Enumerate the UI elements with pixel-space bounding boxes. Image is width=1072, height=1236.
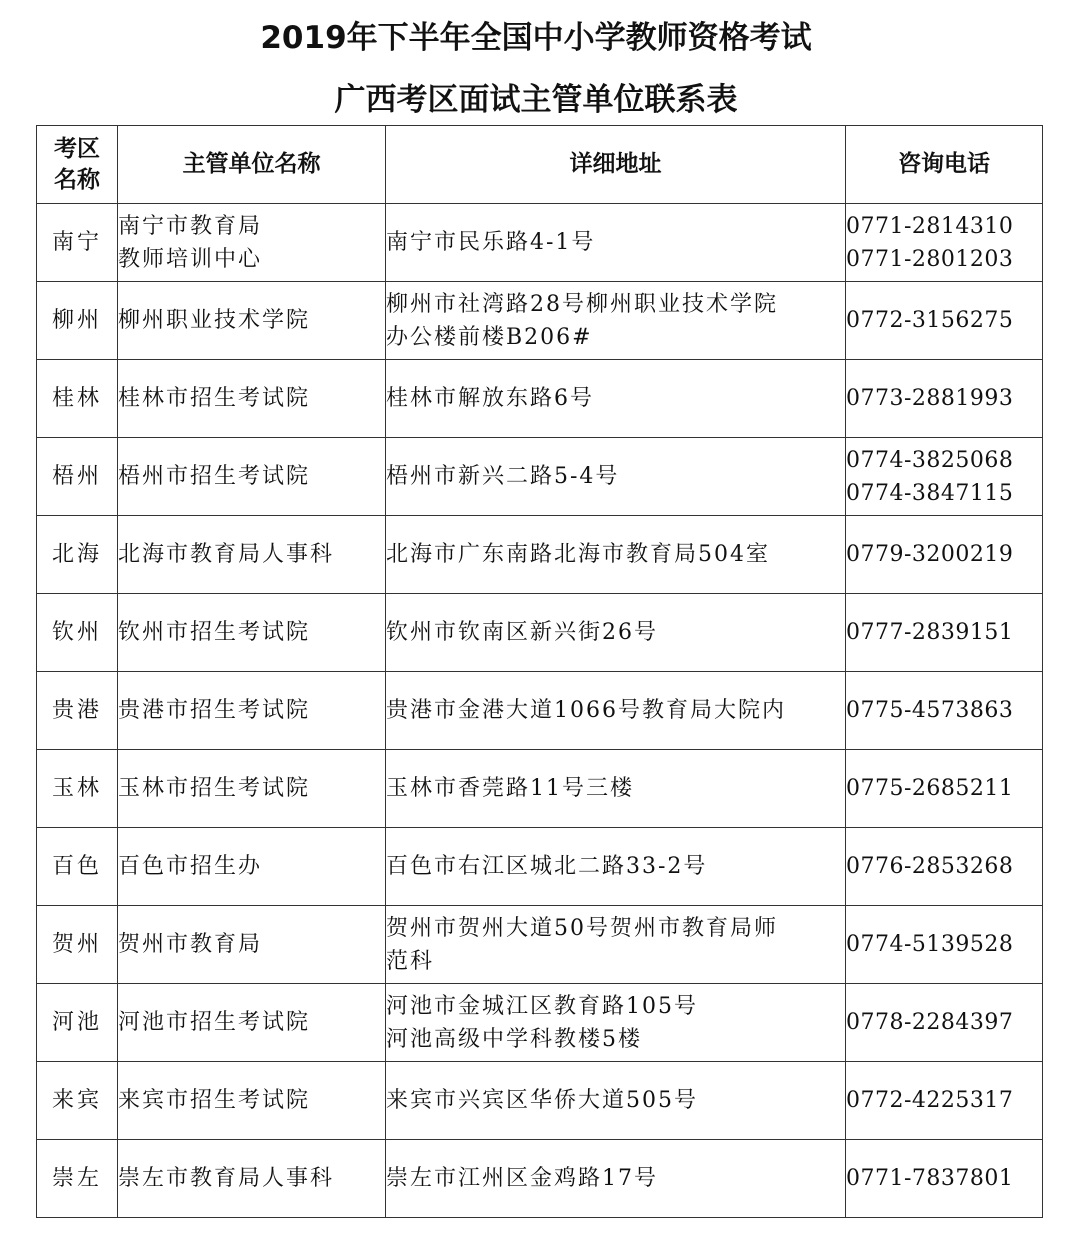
address-cell (386, 360, 846, 438)
unit-cell-line: 北海市教育局人事科 (118, 542, 335, 567)
phone-cell-line: 0778-2284397 (846, 1010, 1014, 1035)
address-cell (386, 594, 846, 672)
region-cell: 贺州 (37, 906, 118, 984)
unit-cell (118, 672, 386, 750)
unit-cell-line: 桂林市招生考试院 (118, 386, 311, 411)
region-cell: 贵港 (37, 672, 118, 750)
address-cell (386, 516, 846, 594)
unit-cell-line: 柳州职业技术学院 (118, 308, 311, 333)
address-cell-line: 来宾市兴宾区华侨大道505号 (386, 1088, 698, 1113)
phone-cell (846, 438, 1043, 516)
address-cell-line: 南宁市民乐路4-1号 (386, 230, 596, 255)
address-cell-line: 贺州市贺州大道50号贺州市教育局师 (386, 915, 778, 941)
table-row (37, 1140, 1043, 1218)
table-row (37, 204, 1043, 282)
unit-cell-line: 百色市招生办 (118, 854, 263, 879)
address-cell (386, 906, 846, 984)
header-region (37, 126, 118, 204)
header-region-line1: 考区 (54, 135, 100, 162)
address-cell-line: 百色市右江区城北二路33-2号 (386, 854, 708, 879)
phone-cell (846, 516, 1043, 594)
table-row (37, 594, 1043, 672)
table-body (37, 204, 1043, 1218)
header-phone: 咨询电话 (846, 126, 1043, 204)
region-cell: 河池 (37, 984, 118, 1062)
unit-cell (118, 828, 386, 906)
unit-cell (118, 516, 386, 594)
phone-cell-line: 0779-3200219 (846, 542, 1014, 567)
phone-cell-line: 0771-2814310 (846, 213, 1014, 239)
region-cell: 柳州 (37, 282, 118, 360)
address-cell-line: 河池高级中学科教楼5楼 (386, 1026, 642, 1052)
address-cell (386, 438, 846, 516)
document-subtitle: 广西考区面试主管单位联系表 (334, 82, 738, 118)
phone-cell-line: 0775-4573863 (846, 698, 1014, 723)
table-row (37, 984, 1043, 1062)
unit-cell-line: 钦州市招生考试院 (118, 620, 311, 645)
unit-cell (118, 984, 386, 1062)
phone-cell-line: 0774-5139528 (846, 932, 1014, 957)
unit-cell (118, 906, 386, 984)
address-cell-line: 范科 (386, 948, 435, 974)
address-cell (386, 672, 846, 750)
address-cell (386, 984, 846, 1062)
region-cell: 来宾 (37, 1062, 118, 1140)
region-cell: 北海 (37, 516, 118, 594)
address-cell-line: 北海市广东南路北海市教育局504室 (386, 542, 770, 567)
phone-cell-line: 0774-3825068 (846, 447, 1014, 473)
phone-cell-line: 0771-7837801 (846, 1166, 1014, 1191)
header-address: 详细地址 (386, 126, 846, 204)
phone-cell-line: 0771-2801203 (846, 246, 1014, 272)
phone-cell (846, 1140, 1043, 1218)
phone-cell (846, 672, 1043, 750)
address-cell (386, 282, 846, 360)
unit-cell (118, 360, 386, 438)
unit-cell (118, 282, 386, 360)
address-cell-line: 钦州市钦南区新兴街26号 (386, 620, 658, 645)
phone-cell (846, 1062, 1043, 1140)
phone-cell-line: 0777-2839151 (846, 620, 1014, 645)
unit-cell-line: 崇左市教育局人事科 (118, 1166, 335, 1191)
table-row (37, 438, 1043, 516)
region-cell: 百色 (37, 828, 118, 906)
unit-cell-line: 贺州市教育局 (118, 932, 263, 957)
phone-cell-line: 0775-2685211 (846, 776, 1014, 801)
unit-cell (118, 1140, 386, 1218)
phone-cell (846, 828, 1043, 906)
address-cell-line: 桂林市解放东路6号 (386, 386, 594, 411)
region-cell: 南宁 (37, 204, 118, 282)
table-row (37, 672, 1043, 750)
unit-cell (118, 438, 386, 516)
region-cell: 玉林 (37, 750, 118, 828)
table-row (37, 282, 1043, 360)
unit-cell-line: 教师培训中心 (118, 246, 263, 272)
table-row (37, 750, 1043, 828)
header-unit: 主管单位名称 (118, 126, 386, 204)
address-cell-line: 玉林市香莞路11号三楼 (386, 776, 634, 801)
unit-cell (118, 1062, 386, 1140)
region-cell: 梧州 (37, 438, 118, 516)
unit-cell (118, 750, 386, 828)
table-row (37, 1062, 1043, 1140)
address-cell (386, 204, 846, 282)
phone-cell (846, 282, 1043, 360)
unit-cell-line: 来宾市招生考试院 (118, 1088, 311, 1113)
phone-cell-line: 0776-2853268 (846, 854, 1014, 879)
unit-cell-line: 南宁市教育局 (118, 213, 263, 239)
phone-cell-line: 0774-3847115 (846, 480, 1014, 506)
address-cell-line: 办公楼前楼B206# (386, 324, 593, 350)
table-row (37, 360, 1043, 438)
phone-cell (846, 360, 1043, 438)
address-cell-line: 柳州市社湾路28号柳州职业技术学院 (386, 291, 778, 317)
phone-cell-line: 0772-4225317 (846, 1088, 1014, 1113)
unit-cell-line: 玉林市招生考试院 (118, 776, 311, 801)
address-cell-line: 河池市金城江区教育路105号 (386, 993, 698, 1019)
region-cell: 桂林 (37, 360, 118, 438)
phone-cell (846, 750, 1043, 828)
address-cell (386, 1062, 846, 1140)
address-cell-line: 梧州市新兴二路5-4号 (386, 464, 620, 489)
table-row (37, 516, 1043, 594)
phone-cell (846, 984, 1043, 1062)
region-cell: 钦州 (37, 594, 118, 672)
header-row (37, 126, 1043, 204)
address-cell (386, 828, 846, 906)
address-cell (386, 1140, 846, 1218)
unit-cell-line: 河池市招生考试院 (118, 1010, 311, 1035)
header-region-line2: 名称 (54, 166, 100, 193)
unit-cell-line: 梧州市招生考试院 (118, 464, 311, 489)
unit-cell-line: 贵港市招生考试院 (118, 698, 311, 723)
region-cell: 崇左 (37, 1140, 118, 1218)
unit-cell (118, 594, 386, 672)
phone-cell (846, 906, 1043, 984)
contact-table (36, 125, 1043, 1218)
phone-cell (846, 594, 1043, 672)
address-cell (386, 750, 846, 828)
table-row (37, 828, 1043, 906)
unit-cell (118, 204, 386, 282)
phone-cell (846, 204, 1043, 282)
table-row (37, 906, 1043, 984)
document-title: 2019年下半年全国中小学教师资格考试 (260, 20, 812, 56)
address-cell-line: 崇左市江州区金鸡路17号 (386, 1166, 658, 1191)
phone-cell-line: 0772-3156275 (846, 308, 1014, 333)
phone-cell-line: 0773-2881993 (846, 386, 1014, 411)
address-cell-line: 贵港市金港大道1066号教育局大院内 (386, 698, 786, 723)
